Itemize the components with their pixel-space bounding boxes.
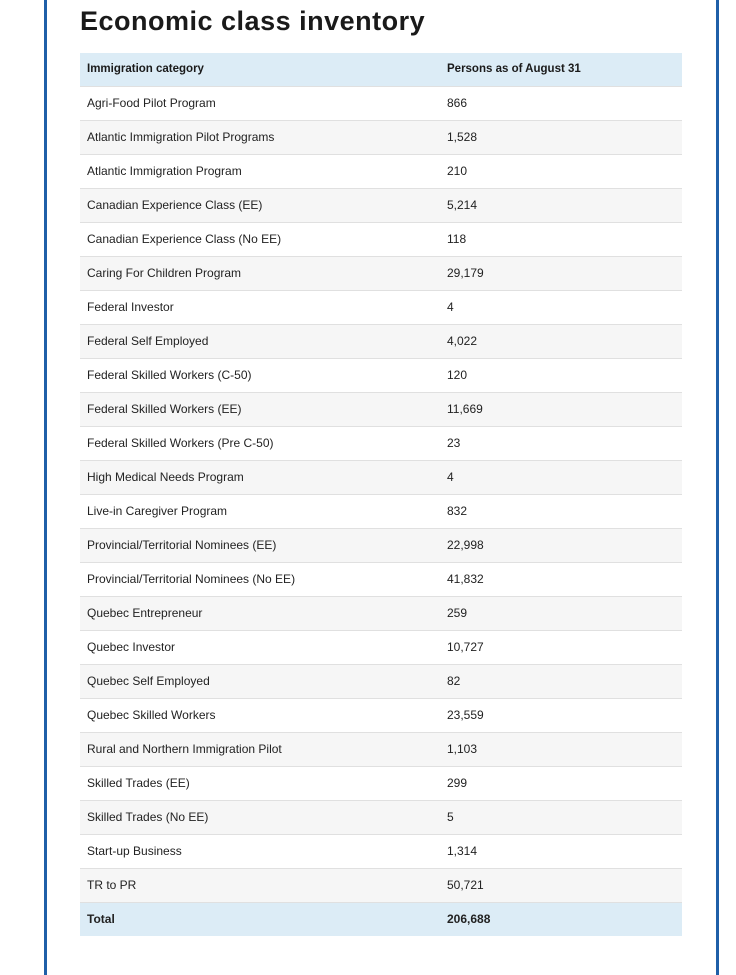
table-row [80, 800, 682, 834]
persons-cell: 23,559 [440, 698, 682, 732]
category-cell: Federal Skilled Workers (C-50) [80, 358, 440, 392]
category-cell: Live-in Caregiver Program [80, 494, 440, 528]
table-row [80, 834, 682, 868]
category-cell: Canadian Experience Class (No EE) [80, 222, 440, 256]
table-row [80, 868, 682, 902]
table-total-row [80, 902, 682, 936]
category-cell: Federal Skilled Workers (Pre C-50) [80, 426, 440, 460]
table-row [80, 494, 682, 528]
category-cell: Caring For Children Program [80, 256, 440, 290]
category-cell: Quebec Skilled Workers [80, 698, 440, 732]
persons-cell: 1,103 [440, 732, 682, 766]
table-row [80, 120, 682, 154]
inventory-table [80, 53, 682, 936]
table-row [80, 86, 682, 120]
column-header-category: Immigration category [80, 53, 440, 86]
persons-cell: 1,528 [440, 120, 682, 154]
category-cell: Federal Skilled Workers (EE) [80, 392, 440, 426]
category-cell: Agri-Food Pilot Program [80, 86, 440, 120]
left-border-rule [44, 0, 47, 975]
persons-cell: 41,832 [440, 562, 682, 596]
category-cell: Rural and Northern Immigration Pilot [80, 732, 440, 766]
persons-cell: 1,314 [440, 834, 682, 868]
persons-cell: 866 [440, 86, 682, 120]
total-value: 206,688 [440, 902, 682, 936]
table-header-row [80, 53, 682, 86]
category-cell: Atlantic Immigration Program [80, 154, 440, 188]
category-cell: Federal Investor [80, 290, 440, 324]
category-cell: Quebec Self Employed [80, 664, 440, 698]
table-row [80, 256, 682, 290]
right-border-rule [716, 0, 719, 975]
table-row [80, 426, 682, 460]
persons-cell: 210 [440, 154, 682, 188]
column-header-persons: Persons as of August 31 [440, 53, 682, 86]
category-cell: Federal Self Employed [80, 324, 440, 358]
category-cell: Quebec Investor [80, 630, 440, 664]
table-row [80, 290, 682, 324]
table-row [80, 154, 682, 188]
persons-cell: 29,179 [440, 256, 682, 290]
table-row [80, 188, 682, 222]
category-cell: Atlantic Immigration Pilot Programs [80, 120, 440, 154]
category-cell: High Medical Needs Program [80, 460, 440, 494]
persons-cell: 118 [440, 222, 682, 256]
table-row [80, 732, 682, 766]
category-cell: Canadian Experience Class (EE) [80, 188, 440, 222]
table-row [80, 358, 682, 392]
table-row [80, 630, 682, 664]
persons-cell: 11,669 [440, 392, 682, 426]
persons-cell: 10,727 [440, 630, 682, 664]
persons-cell: 4 [440, 460, 682, 494]
persons-cell: 50,721 [440, 868, 682, 902]
table-row [80, 392, 682, 426]
category-cell: Skilled Trades (No EE) [80, 800, 440, 834]
persons-cell: 5,214 [440, 188, 682, 222]
persons-cell: 82 [440, 664, 682, 698]
category-cell: Provincial/Territorial Nominees (No EE) [80, 562, 440, 596]
page-title: Economic class inventory [80, 6, 426, 36]
persons-cell: 5 [440, 800, 682, 834]
table-row [80, 562, 682, 596]
table-row [80, 664, 682, 698]
table-row [80, 324, 682, 358]
persons-cell: 22,998 [440, 528, 682, 562]
persons-cell: 259 [440, 596, 682, 630]
total-label: Total [80, 902, 440, 936]
table-row [80, 698, 682, 732]
table-row [80, 460, 682, 494]
category-cell: TR to PR [80, 868, 440, 902]
persons-cell: 4 [440, 290, 682, 324]
persons-cell: 23 [440, 426, 682, 460]
table-row [80, 528, 682, 562]
table-row [80, 766, 682, 800]
category-cell: Quebec Entrepreneur [80, 596, 440, 630]
persons-cell: 4,022 [440, 324, 682, 358]
table-row [80, 222, 682, 256]
category-cell: Start-up Business [80, 834, 440, 868]
persons-cell: 120 [440, 358, 682, 392]
main-content [80, 0, 682, 936]
table-row [80, 596, 682, 630]
persons-cell: 832 [440, 494, 682, 528]
category-cell: Skilled Trades (EE) [80, 766, 440, 800]
category-cell: Provincial/Territorial Nominees (EE) [80, 528, 440, 562]
table-body [80, 86, 682, 902]
persons-cell: 299 [440, 766, 682, 800]
